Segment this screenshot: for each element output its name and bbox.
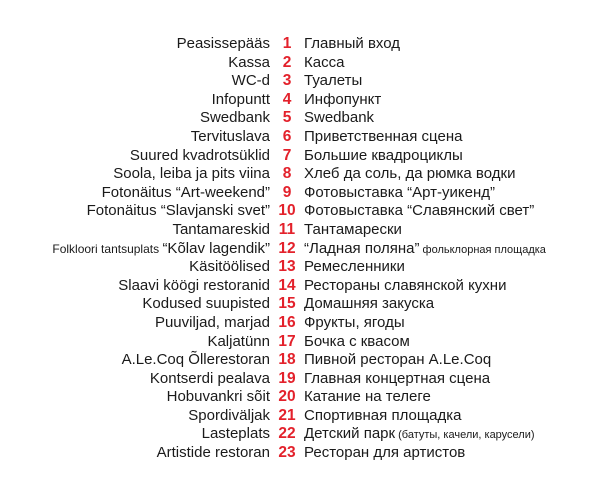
legend-row xyxy=(0,407,600,426)
estonian-label-text: Hobuvankri sõit xyxy=(166,388,270,406)
russian-label xyxy=(304,184,600,203)
item-number: 5 xyxy=(282,109,292,127)
legend-row xyxy=(0,258,600,277)
estonian-label-text: Spordiväljak xyxy=(188,406,270,424)
legend-row xyxy=(0,35,600,54)
legend-row xyxy=(0,147,600,166)
russian-label xyxy=(304,128,600,147)
russian-label xyxy=(304,351,600,370)
item-number: 7 xyxy=(282,146,292,164)
item-number: 23 xyxy=(278,444,296,462)
russian-label-text: Ресторан для артистов xyxy=(304,444,466,462)
item-number: 18 xyxy=(278,351,296,369)
item-number: 21 xyxy=(278,406,296,424)
estonian-label xyxy=(0,333,270,352)
russian-label xyxy=(304,240,600,260)
estonian-label xyxy=(0,388,270,407)
estonian-label xyxy=(0,147,270,166)
estonian-label xyxy=(0,295,270,314)
item-number: 20 xyxy=(278,388,296,406)
russian-label xyxy=(304,221,600,240)
estonian-label-text: Swedbank xyxy=(199,109,270,127)
item-number: 22 xyxy=(278,425,296,443)
item-number: 8 xyxy=(282,165,292,183)
estonian-label xyxy=(0,277,270,296)
estonian-label xyxy=(0,72,270,91)
estonian-label-text: Slaavi köögi restoranid xyxy=(118,276,270,294)
estonian-label-text: Suured kvadrotsüklid xyxy=(129,146,270,164)
russian-label-text: Касса xyxy=(304,53,345,71)
legend-row xyxy=(0,109,600,128)
item-number: 9 xyxy=(282,183,292,201)
item-number: 16 xyxy=(278,313,296,331)
legend-row xyxy=(0,165,600,184)
russian-label-text: Фрукты, ягоды xyxy=(304,313,405,331)
russian-label xyxy=(304,54,600,73)
russian-label xyxy=(304,333,600,352)
estonian-label-text: Kodused suupisted xyxy=(142,295,270,313)
estonian-label-text: Kontserdi pealava xyxy=(149,369,270,387)
russian-label xyxy=(304,370,600,389)
estonian-label-text: “Kõlav lagendik” xyxy=(162,239,270,257)
russian-label xyxy=(304,388,600,407)
estonian-label-text: Infopuntt xyxy=(211,90,270,108)
russian-label-text: Главная концертная сцена xyxy=(304,369,491,387)
estonian-label xyxy=(0,54,270,73)
russian-label xyxy=(304,91,600,110)
russian-label xyxy=(304,72,600,91)
item-number: 12 xyxy=(278,239,296,257)
russian-label-text: Домашняя закуска xyxy=(304,295,435,313)
estonian-label-text: Kassa xyxy=(228,53,270,71)
item-number: 4 xyxy=(282,90,292,108)
legend-row xyxy=(0,277,600,296)
legend-row xyxy=(0,54,600,73)
russian-label-text: Ремесленники xyxy=(304,258,405,276)
russian-label xyxy=(304,407,600,426)
estonian-label-text: Tervituslava xyxy=(190,127,270,145)
legend-row xyxy=(0,184,600,203)
legend-row xyxy=(0,240,600,259)
estonian-label xyxy=(0,184,270,203)
estonian-label-text: Artistide restoran xyxy=(156,444,270,462)
legend-row xyxy=(0,72,600,91)
russian-label-text: Детский парк xyxy=(304,425,396,443)
russian-label-text: Приветственная сцена xyxy=(304,127,463,145)
russian-label xyxy=(304,444,600,463)
legend-row xyxy=(0,91,600,110)
estonian-label xyxy=(0,240,270,259)
estonian-label-text: WC-d xyxy=(231,72,270,90)
estonian-label-text: Kaljatünn xyxy=(207,332,270,350)
estonian-label xyxy=(0,35,270,54)
legend-row xyxy=(0,128,600,147)
legend-row xyxy=(0,295,600,314)
russian-label-text: Фотовыставка “Славянский свет” xyxy=(304,202,535,220)
item-number: 13 xyxy=(278,258,296,276)
estonian-label xyxy=(0,351,270,370)
russian-label-note: (батуты, качели, карусели) xyxy=(395,429,535,442)
item-number: 19 xyxy=(278,369,296,387)
russian-label-text: Большие квадроциклы xyxy=(304,146,463,164)
estonian-label xyxy=(0,91,270,110)
estonian-label-text: A.Le.Coq Õllerestoran xyxy=(121,351,270,369)
item-number: 11 xyxy=(278,220,296,238)
russian-label-text: “Ладная поляна” xyxy=(304,239,420,257)
russian-label xyxy=(304,314,600,333)
estonian-label-text: Peasissepääs xyxy=(176,35,270,52)
russian-label-note: фольклорная площадка xyxy=(419,243,546,256)
russian-label-text: Рестораны славянской кухни xyxy=(304,276,507,294)
estonian-label-text: Puuviljad, marjad xyxy=(154,313,270,331)
estonian-label xyxy=(0,258,270,277)
item-number: 2 xyxy=(282,53,292,71)
russian-label xyxy=(304,295,600,314)
russian-label-text: Туалеты xyxy=(304,72,363,90)
item-number: 10 xyxy=(278,202,296,220)
legend-row xyxy=(0,370,600,389)
russian-label xyxy=(304,109,600,128)
item-number: 1 xyxy=(282,35,292,52)
estonian-label xyxy=(0,202,270,221)
estonian-label-prefix: Folkloori tantsuplats xyxy=(52,241,163,256)
estonian-label xyxy=(0,109,270,128)
estonian-label-text: Lasteplats xyxy=(201,425,270,443)
russian-label-text: Swedbank xyxy=(304,109,375,127)
estonian-label-text: Tantamareskid xyxy=(172,220,270,238)
russian-label xyxy=(304,425,600,445)
legend-row xyxy=(0,314,600,333)
estonian-label-text: Soola, leiba ja pits viina xyxy=(113,165,270,183)
item-number: 17 xyxy=(278,332,296,350)
estonian-label xyxy=(0,314,270,333)
russian-label-text: Фотовыставка “Арт-уикенд” xyxy=(304,183,495,201)
russian-label xyxy=(304,202,600,221)
russian-label-text: Бочка с квасом xyxy=(304,332,410,350)
legend-row xyxy=(0,444,600,463)
item-number: 3 xyxy=(282,72,292,90)
russian-label xyxy=(304,165,600,184)
legend-row xyxy=(0,388,600,407)
legend-row xyxy=(0,351,600,370)
russian-label-text: Пивной ресторан A.Le.Coq xyxy=(304,351,492,369)
russian-label xyxy=(304,277,600,296)
russian-label-text: Тантамарески xyxy=(304,220,402,238)
legend-row xyxy=(0,333,600,352)
russian-label xyxy=(304,147,600,166)
legend-row xyxy=(0,221,600,240)
estonian-label xyxy=(0,425,270,444)
estonian-label xyxy=(0,221,270,240)
russian-label-text: Катание на телеге xyxy=(304,388,431,406)
estonian-label xyxy=(0,128,270,147)
russian-label-text: Главный вход xyxy=(304,35,401,52)
estonian-label xyxy=(0,165,270,184)
item-number: 15 xyxy=(278,295,296,313)
russian-label-text: Спортивная площадка xyxy=(304,406,462,424)
estonian-label xyxy=(0,444,270,463)
estonian-label-text: Käsitöölised xyxy=(189,258,270,276)
russian-label xyxy=(304,258,600,277)
russian-label xyxy=(304,35,600,54)
legend-row xyxy=(0,202,600,221)
item-number: 6 xyxy=(282,127,292,145)
russian-label-text: Инфопункт xyxy=(304,90,382,108)
estonian-label xyxy=(0,370,270,389)
estonian-label xyxy=(0,407,270,426)
estonian-label-text: Fotonäitus “Slavjanski svet” xyxy=(86,202,270,220)
russian-label-text: Хлеб да соль, да рюмка водки xyxy=(304,165,516,183)
legend-row xyxy=(0,425,600,444)
legend-list xyxy=(0,35,600,463)
item-number: 14 xyxy=(278,276,296,294)
estonian-label-text: Fotonäitus “Art-weekend” xyxy=(101,183,270,201)
